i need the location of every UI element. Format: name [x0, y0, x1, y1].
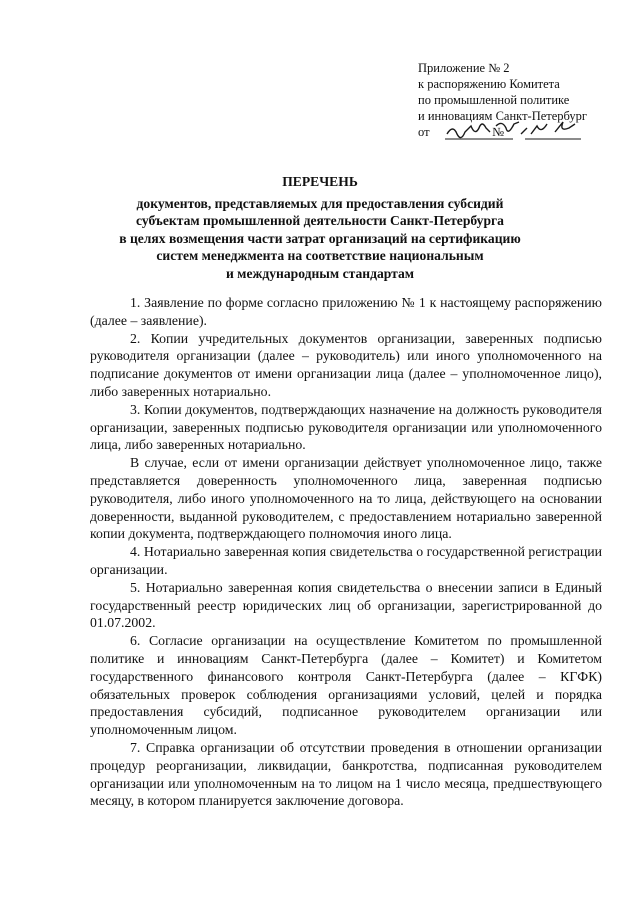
document-body [90, 294, 602, 810]
appendix-date-line [418, 124, 618, 140]
appendix-ref-line-3: и инновациям Санкт-Петербург [418, 109, 588, 123]
appendix-header [418, 60, 618, 140]
title-main: ПЕРЕЧЕНЬ [282, 174, 358, 189]
appendix-ref-line-1: к распоряжению Комитета [418, 77, 560, 91]
handwritten-date-number [433, 124, 537, 140]
list-item-1: 1. Заявление по форме согласно приложению № 1 к настоящему распоряжению (далее – заявление). [90, 295, 602, 328]
list-item-3-note: В случае, если от имени организации действует уполномоченное лицо, также представляется доверенность уполномоченного лица, заверенная подписью руководителя, либо иного уполномоченного на то лица, действующего на основании доверенности, выданной руководителем, с предоставлением нотариально заверенной копии документа, подтверждающего полномочия иного лица. [90, 455, 602, 542]
list-item-6: 6. Согласие организации на осуществление Комитетом по промышленной политике и инновациям Санкт-Петербурга (далее – Комитет) и Комитетом государственного финансового контроля Санкт-Петербурга (далее – КГФК) обязательных проверок соблюдения организациями условий, целей и порядка предоставления субсидий, подписанное руководителем организации или уполномоченным лицом. [90, 633, 602, 738]
title-line-1: документов, представляемых для предоставления субсидий [136, 195, 504, 211]
list-item-4: 4. Нотариально заверенная копия свидетельства о государственной регистрации организации. [90, 544, 602, 577]
list-item-7: 7. Справка организации об отсутствии проведения в отношении организации процедур реорганизации, ликвидации, банкротства, подписанная руководителем организации или уполномоченным на то лицом на 1 число месяца, предшествующего месяцу, в котором планируется заключение договора. [90, 739, 602, 809]
title-line-3: в целях возмещения части затрат организаций на сертификацию [119, 230, 521, 246]
list-item-5: 5. Нотариально заверенная копия свидетельства о внесении записи в Единый государственный реестр юридических лиц об организации, зарегистрированной до 01.07.2002. [90, 579, 602, 631]
title-line-4: систем менеджмента на соответствие национальным [156, 248, 484, 263]
date-prefix: от [418, 125, 430, 139]
title-line-2: субъектам промышленной деятельности Санкт-Петербурга [136, 213, 504, 228]
appendix-number: Приложение № 2 [418, 61, 510, 75]
title-line-5: и международным стандартам [225, 265, 415, 281]
appendix-ref-line-2: по промышленной политике [418, 93, 570, 107]
list-item-3: 3. Копии документов, подтверждающих назначение на должность руководителя организации, заверенных подписью руководителя организации или уполномоченного лица, либо заверенных нотариально. [90, 401, 602, 453]
number-prefix: № [492, 125, 504, 139]
document-title [70, 173, 570, 282]
list-item-2: 2. Копии учредительных документов организации, заверенных подписью руководителя организации (далее – руководитель) или иного уполномоченного на подписание документов от имени организации лица (далее – уполномоченное лицо), либо заверенных нотариально. [90, 330, 602, 399]
